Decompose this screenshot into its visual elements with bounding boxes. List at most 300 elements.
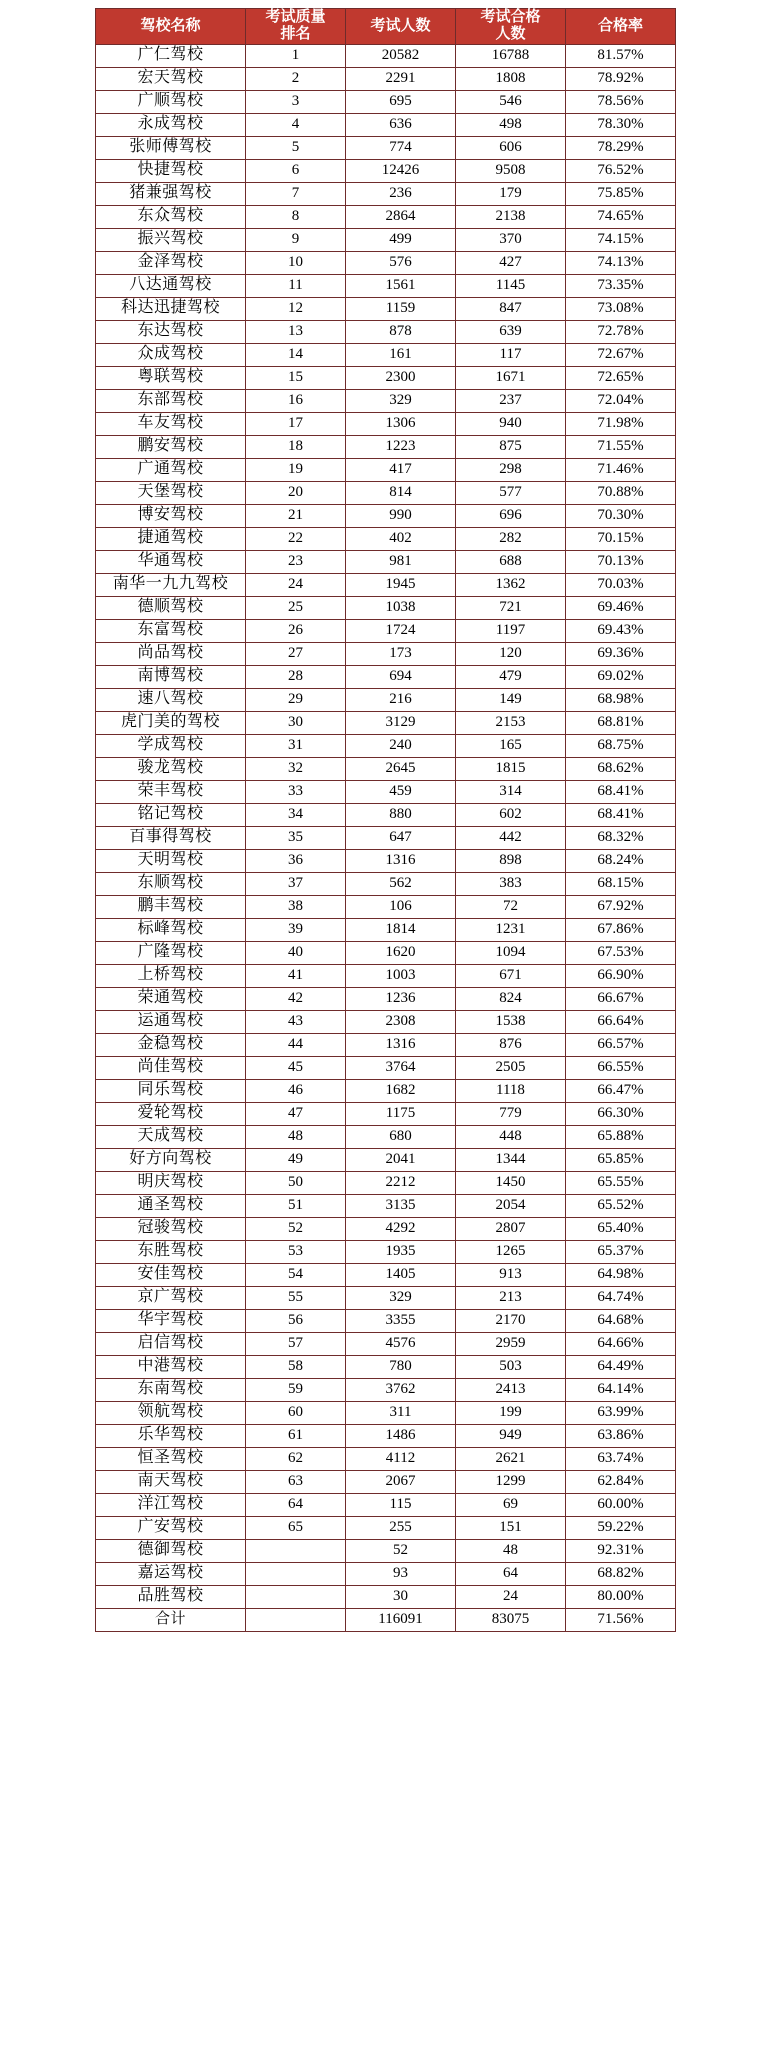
cell-pass-rate: 64.74% (566, 1286, 676, 1309)
table-row (96, 1079, 676, 1102)
cell-exam-count: 3764 (346, 1056, 456, 1079)
cell-quality-rank: 31 (246, 734, 346, 757)
cell-exam-count: 106 (346, 895, 456, 918)
cell-school-name: 骏龙驾校 (96, 757, 246, 780)
table-body (96, 44, 676, 1631)
cell-school-name: 东胜驾校 (96, 1240, 246, 1263)
cell-quality-rank: 63 (246, 1470, 346, 1493)
cell-pass-count: 383 (456, 872, 566, 895)
table-row (96, 389, 676, 412)
table-row (96, 688, 676, 711)
cell-pass-rate: 64.98% (566, 1263, 676, 1286)
cell-quality-rank: 24 (246, 573, 346, 596)
cell-exam-count: 3762 (346, 1378, 456, 1401)
cell-exam-count: 329 (346, 1286, 456, 1309)
table-row (96, 1056, 676, 1079)
table-row (96, 527, 676, 550)
cell-pass-count: 479 (456, 665, 566, 688)
cell-pass-count: 1538 (456, 1010, 566, 1033)
cell-quality-rank: 62 (246, 1447, 346, 1470)
cell-exam-count: 1038 (346, 596, 456, 619)
table-row (96, 297, 676, 320)
header-line: 驾校名称 (140, 17, 201, 34)
cell-exam-count: 695 (346, 90, 456, 113)
cell-quality-rank: 3 (246, 90, 346, 113)
cell-pass-count: 2959 (456, 1332, 566, 1355)
table-row (96, 711, 676, 734)
cell-school-name: 东顺驾校 (96, 872, 246, 895)
cell-quality-rank (246, 1562, 346, 1585)
cell-school-name: 博安驾校 (96, 504, 246, 527)
cell-quality-rank: 27 (246, 642, 346, 665)
cell-exam-count: 780 (346, 1355, 456, 1378)
cell-quality-rank: 28 (246, 665, 346, 688)
cell-quality-rank (246, 1585, 346, 1608)
cell-exam-count: 402 (346, 527, 456, 550)
table-row (96, 1516, 676, 1539)
cell-school-name: 金泽驾校 (96, 251, 246, 274)
cell-exam-count: 981 (346, 550, 456, 573)
table-row (96, 1378, 676, 1401)
cell-pass-count: 1815 (456, 757, 566, 780)
cell-pass-count: 1094 (456, 941, 566, 964)
table-row (96, 481, 676, 504)
cell-exam-count: 774 (346, 136, 456, 159)
cell-quality-rank: 26 (246, 619, 346, 642)
cell-pass-count: 282 (456, 527, 566, 550)
header-line: 排名 (280, 26, 311, 43)
cell-school-name: 南博驾校 (96, 665, 246, 688)
cell-pass-count: 577 (456, 481, 566, 504)
table-row (96, 1401, 676, 1424)
cell-pass-rate: 66.55% (566, 1056, 676, 1079)
cell-school-name: 东部驾校 (96, 389, 246, 412)
cell-exam-count: 4112 (346, 1447, 456, 1470)
table-row (96, 757, 676, 780)
cell-school-name: 南华一九九驾校 (96, 573, 246, 596)
cell-quality-rank: 5 (246, 136, 346, 159)
cell-exam-count: 990 (346, 504, 456, 527)
cell-quality-rank: 42 (246, 987, 346, 1010)
cell-pass-rate: 73.35% (566, 274, 676, 297)
cell-pass-rate: 65.37% (566, 1240, 676, 1263)
cell-exam-count: 1945 (346, 573, 456, 596)
cell-pass-rate: 68.75% (566, 734, 676, 757)
table-row (96, 113, 676, 136)
cell-pass-rate: 66.67% (566, 987, 676, 1010)
cell-pass-rate: 65.88% (566, 1125, 676, 1148)
cell-exam-count: 240 (346, 734, 456, 757)
cell-pass-rate: 72.65% (566, 366, 676, 389)
cell-school-name: 恒圣驾校 (96, 1447, 246, 1470)
table-row (96, 1493, 676, 1516)
cell-pass-rate: 74.65% (566, 205, 676, 228)
cell-pass-count: 149 (456, 688, 566, 711)
cell-school-name: 荣通驾校 (96, 987, 246, 1010)
cell-school-name: 明庆驾校 (96, 1171, 246, 1194)
cell-pass-count: 427 (456, 251, 566, 274)
cell-exam-count: 329 (346, 389, 456, 412)
cell-school-name: 东南驾校 (96, 1378, 246, 1401)
cell-exam-count: 499 (346, 228, 456, 251)
column-header-pass-rate (566, 9, 676, 45)
cell-exam-count: 576 (346, 251, 456, 274)
cell-pass-rate: 69.43% (566, 619, 676, 642)
cell-pass-count: 1344 (456, 1148, 566, 1171)
cell-school-name: 天成驾校 (96, 1125, 246, 1148)
cell-quality-rank: 2 (246, 67, 346, 90)
cell-pass-rate: 67.86% (566, 918, 676, 941)
cell-pass-rate: 73.08% (566, 297, 676, 320)
table-row (96, 1562, 676, 1585)
cell-exam-count: 694 (346, 665, 456, 688)
table-row (96, 872, 676, 895)
cell-exam-count: 93 (346, 1562, 456, 1585)
header-line: 合格率 (597, 17, 643, 34)
table-row (96, 573, 676, 596)
cell-school-name: 学成驾校 (96, 734, 246, 757)
cell-pass-rate: 78.29% (566, 136, 676, 159)
cell-pass-rate: 69.46% (566, 596, 676, 619)
cell-pass-count: 671 (456, 964, 566, 987)
cell-pass-rate: 78.92% (566, 67, 676, 90)
cell-school-name: 爱轮驾校 (96, 1102, 246, 1125)
cell-quality-rank: 52 (246, 1217, 346, 1240)
cell-school-name: 铭记驾校 (96, 803, 246, 826)
table-row (96, 849, 676, 872)
cell-school-name: 东众驾校 (96, 205, 246, 228)
cell-school-name: 领航驾校 (96, 1401, 246, 1424)
cell-quality-rank: 14 (246, 343, 346, 366)
cell-pass-count: 2505 (456, 1056, 566, 1079)
table-row (96, 67, 676, 90)
cell-quality-rank: 6 (246, 159, 346, 182)
cell-exam-count: 880 (346, 803, 456, 826)
cell-pass-count: 442 (456, 826, 566, 849)
cell-pass-count: 898 (456, 849, 566, 872)
table-row (96, 1470, 676, 1493)
table-row (96, 1263, 676, 1286)
cell-pass-count: 1450 (456, 1171, 566, 1194)
cell-quality-rank: 47 (246, 1102, 346, 1125)
cell-school-name: 标峰驾校 (96, 918, 246, 941)
cell-exam-count: 173 (346, 642, 456, 665)
cell-exam-count: 647 (346, 826, 456, 849)
cell-exam-count: 52 (346, 1539, 456, 1562)
cell-pass-count: 16788 (456, 44, 566, 67)
cell-quality-rank: 22 (246, 527, 346, 550)
cell-pass-count: 1197 (456, 619, 566, 642)
cell-pass-rate: 92.31% (566, 1539, 676, 1562)
table-row-total (96, 1608, 676, 1631)
cell-exam-count: 1236 (346, 987, 456, 1010)
cell-quality-rank: 54 (246, 1263, 346, 1286)
cell-school-name: 合计 (96, 1608, 246, 1631)
cell-exam-count: 2212 (346, 1171, 456, 1194)
cell-pass-rate: 80.00% (566, 1585, 676, 1608)
cell-school-name: 乐华驾校 (96, 1424, 246, 1447)
cell-exam-count: 4576 (346, 1332, 456, 1355)
table-row (96, 1194, 676, 1217)
cell-exam-count: 255 (346, 1516, 456, 1539)
cell-pass-count: 2807 (456, 1217, 566, 1240)
table-row (96, 1539, 676, 1562)
cell-pass-rate: 65.40% (566, 1217, 676, 1240)
table-row (96, 1010, 676, 1033)
cell-exam-count: 20582 (346, 44, 456, 67)
table-row (96, 642, 676, 665)
table-row (96, 1148, 676, 1171)
cell-pass-count: 688 (456, 550, 566, 573)
table-row (96, 665, 676, 688)
cell-school-name: 猪兼强驾校 (96, 182, 246, 205)
cell-exam-count: 1316 (346, 849, 456, 872)
table-header (96, 9, 676, 45)
cell-pass-count: 24 (456, 1585, 566, 1608)
cell-school-name: 粤联驾校 (96, 366, 246, 389)
cell-quality-rank (246, 1539, 346, 1562)
cell-exam-count: 1223 (346, 435, 456, 458)
cell-school-name: 虎门美的驾校 (96, 711, 246, 734)
table-row (96, 987, 676, 1010)
column-header-quality-rank (246, 9, 346, 45)
cell-pass-rate: 76.52% (566, 159, 676, 182)
cell-quality-rank: 65 (246, 1516, 346, 1539)
cell-pass-count: 1671 (456, 366, 566, 389)
table-row (96, 44, 676, 67)
cell-pass-rate: 78.56% (566, 90, 676, 113)
table-row (96, 1309, 676, 1332)
cell-pass-rate: 62.84% (566, 1470, 676, 1493)
cell-exam-count: 161 (346, 343, 456, 366)
cell-pass-rate: 69.36% (566, 642, 676, 665)
cell-pass-rate: 66.47% (566, 1079, 676, 1102)
cell-exam-count: 1159 (346, 297, 456, 320)
header-row (96, 9, 676, 45)
cell-exam-count: 1935 (346, 1240, 456, 1263)
cell-quality-rank: 41 (246, 964, 346, 987)
cell-exam-count: 12426 (346, 159, 456, 182)
table-row (96, 596, 676, 619)
cell-pass-count: 314 (456, 780, 566, 803)
table-row (96, 1585, 676, 1608)
cell-pass-rate: 64.49% (566, 1355, 676, 1378)
cell-pass-rate: 63.99% (566, 1401, 676, 1424)
cell-pass-count: 448 (456, 1125, 566, 1148)
cell-pass-rate: 71.98% (566, 412, 676, 435)
cell-school-name: 永成驾校 (96, 113, 246, 136)
table-row (96, 205, 676, 228)
cell-exam-count: 311 (346, 1401, 456, 1424)
cell-pass-rate: 68.81% (566, 711, 676, 734)
cell-exam-count: 3129 (346, 711, 456, 734)
cell-school-name: 天堡驾校 (96, 481, 246, 504)
table-row (96, 504, 676, 527)
table-row (96, 412, 676, 435)
cell-school-name: 张师傅驾校 (96, 136, 246, 159)
cell-quality-rank: 57 (246, 1332, 346, 1355)
cell-school-name: 运通驾校 (96, 1010, 246, 1033)
cell-school-name: 东达驾校 (96, 320, 246, 343)
cell-school-name: 嘉运驾校 (96, 1562, 246, 1585)
cell-pass-rate: 72.67% (566, 343, 676, 366)
cell-pass-count: 2413 (456, 1378, 566, 1401)
table-row (96, 320, 676, 343)
cell-exam-count: 3135 (346, 1194, 456, 1217)
cell-pass-count: 940 (456, 412, 566, 435)
cell-quality-rank: 8 (246, 205, 346, 228)
cell-pass-count: 298 (456, 458, 566, 481)
cell-school-name: 启信驾校 (96, 1332, 246, 1355)
header-line: 考试人数 (370, 17, 431, 34)
cell-exam-count: 2041 (346, 1148, 456, 1171)
cell-pass-count: 949 (456, 1424, 566, 1447)
cell-pass-count: 847 (456, 297, 566, 320)
cell-school-name: 南天驾校 (96, 1470, 246, 1493)
cell-school-name: 华通驾校 (96, 550, 246, 573)
table-row (96, 274, 676, 297)
cell-pass-rate: 75.85% (566, 182, 676, 205)
cell-pass-count: 69 (456, 1493, 566, 1516)
cell-quality-rank: 50 (246, 1171, 346, 1194)
column-header-pass-count (456, 9, 566, 45)
cell-quality-rank: 30 (246, 711, 346, 734)
cell-quality-rank: 61 (246, 1424, 346, 1447)
cell-quality-rank: 58 (246, 1355, 346, 1378)
cell-quality-rank: 33 (246, 780, 346, 803)
cell-pass-count: 875 (456, 435, 566, 458)
cell-quality-rank: 34 (246, 803, 346, 826)
cell-pass-rate: 71.46% (566, 458, 676, 481)
driving-school-pass-rate-table (95, 8, 676, 1632)
cell-school-name: 宏天驾校 (96, 67, 246, 90)
cell-school-name: 广顺驾校 (96, 90, 246, 113)
cell-pass-count: 83075 (456, 1608, 566, 1631)
table-row (96, 1355, 676, 1378)
cell-pass-count: 1299 (456, 1470, 566, 1493)
cell-quality-rank: 36 (246, 849, 346, 872)
table-row (96, 550, 676, 573)
cell-pass-count: 1265 (456, 1240, 566, 1263)
cell-exam-count: 2067 (346, 1470, 456, 1493)
table-row (96, 1102, 676, 1125)
cell-quality-rank: 39 (246, 918, 346, 941)
cell-exam-count: 3355 (346, 1309, 456, 1332)
table-row (96, 895, 676, 918)
cell-quality-rank: 9 (246, 228, 346, 251)
cell-pass-count: 9508 (456, 159, 566, 182)
cell-pass-rate: 68.15% (566, 872, 676, 895)
cell-pass-count: 72 (456, 895, 566, 918)
table-row (96, 182, 676, 205)
table-row (96, 1447, 676, 1470)
cell-quality-rank: 1 (246, 44, 346, 67)
cell-pass-rate: 68.41% (566, 803, 676, 826)
cell-school-name: 广安驾校 (96, 1516, 246, 1539)
cell-pass-count: 1231 (456, 918, 566, 941)
cell-quality-rank: 48 (246, 1125, 346, 1148)
cell-exam-count: 116091 (346, 1608, 456, 1631)
cell-school-name: 品胜驾校 (96, 1585, 246, 1608)
cell-pass-count: 498 (456, 113, 566, 136)
cell-pass-rate: 70.15% (566, 527, 676, 550)
table-row (96, 1332, 676, 1355)
cell-quality-rank: 60 (246, 1401, 346, 1424)
cell-exam-count: 1306 (346, 412, 456, 435)
cell-quality-rank: 32 (246, 757, 346, 780)
cell-pass-count: 606 (456, 136, 566, 159)
table-row (96, 1424, 676, 1447)
cell-school-name: 京广驾校 (96, 1286, 246, 1309)
cell-pass-count: 1362 (456, 573, 566, 596)
cell-school-name: 金稳驾校 (96, 1033, 246, 1056)
cell-exam-count: 2291 (346, 67, 456, 90)
cell-school-name: 振兴驾校 (96, 228, 246, 251)
cell-exam-count: 459 (346, 780, 456, 803)
cell-exam-count: 1405 (346, 1263, 456, 1286)
cell-school-name: 八达通驾校 (96, 274, 246, 297)
table-row (96, 159, 676, 182)
cell-pass-rate: 66.57% (566, 1033, 676, 1056)
column-header-exam-count (346, 9, 456, 45)
cell-quality-rank: 38 (246, 895, 346, 918)
cell-exam-count: 4292 (346, 1217, 456, 1240)
cell-exam-count: 417 (346, 458, 456, 481)
cell-quality-rank: 51 (246, 1194, 346, 1217)
header-line: 考试质量 (265, 9, 326, 25)
cell-pass-rate: 68.32% (566, 826, 676, 849)
cell-school-name: 科达迅捷驾校 (96, 297, 246, 320)
cell-exam-count: 878 (346, 320, 456, 343)
cell-pass-rate: 64.14% (566, 1378, 676, 1401)
cell-pass-count: 213 (456, 1286, 566, 1309)
cell-quality-rank: 45 (246, 1056, 346, 1079)
table-row (96, 343, 676, 366)
cell-pass-count: 546 (456, 90, 566, 113)
cell-pass-count: 120 (456, 642, 566, 665)
cell-exam-count: 1561 (346, 274, 456, 297)
cell-pass-rate: 72.78% (566, 320, 676, 343)
cell-pass-rate: 66.64% (566, 1010, 676, 1033)
cell-pass-rate: 67.53% (566, 941, 676, 964)
cell-school-name: 广通驾校 (96, 458, 246, 481)
cell-pass-count: 779 (456, 1102, 566, 1125)
cell-pass-count: 721 (456, 596, 566, 619)
table-row (96, 1240, 676, 1263)
cell-school-name: 德顺驾校 (96, 596, 246, 619)
cell-quality-rank: 43 (246, 1010, 346, 1033)
table-row (96, 619, 676, 642)
table-row (96, 366, 676, 389)
cell-pass-rate: 68.62% (566, 757, 676, 780)
cell-exam-count: 1486 (346, 1424, 456, 1447)
cell-pass-count: 48 (456, 1539, 566, 1562)
cell-quality-rank: 46 (246, 1079, 346, 1102)
table-row (96, 1033, 676, 1056)
cell-pass-rate: 68.41% (566, 780, 676, 803)
cell-school-name: 上桥驾校 (96, 964, 246, 987)
cell-quality-rank: 40 (246, 941, 346, 964)
cell-pass-rate: 66.90% (566, 964, 676, 987)
cell-pass-rate: 64.66% (566, 1332, 676, 1355)
cell-pass-rate: 71.56% (566, 1608, 676, 1631)
cell-pass-count: 179 (456, 182, 566, 205)
cell-quality-rank: 21 (246, 504, 346, 527)
table-row (96, 458, 676, 481)
table-row (96, 964, 676, 987)
cell-pass-count: 1118 (456, 1079, 566, 1102)
cell-pass-rate: 81.57% (566, 44, 676, 67)
